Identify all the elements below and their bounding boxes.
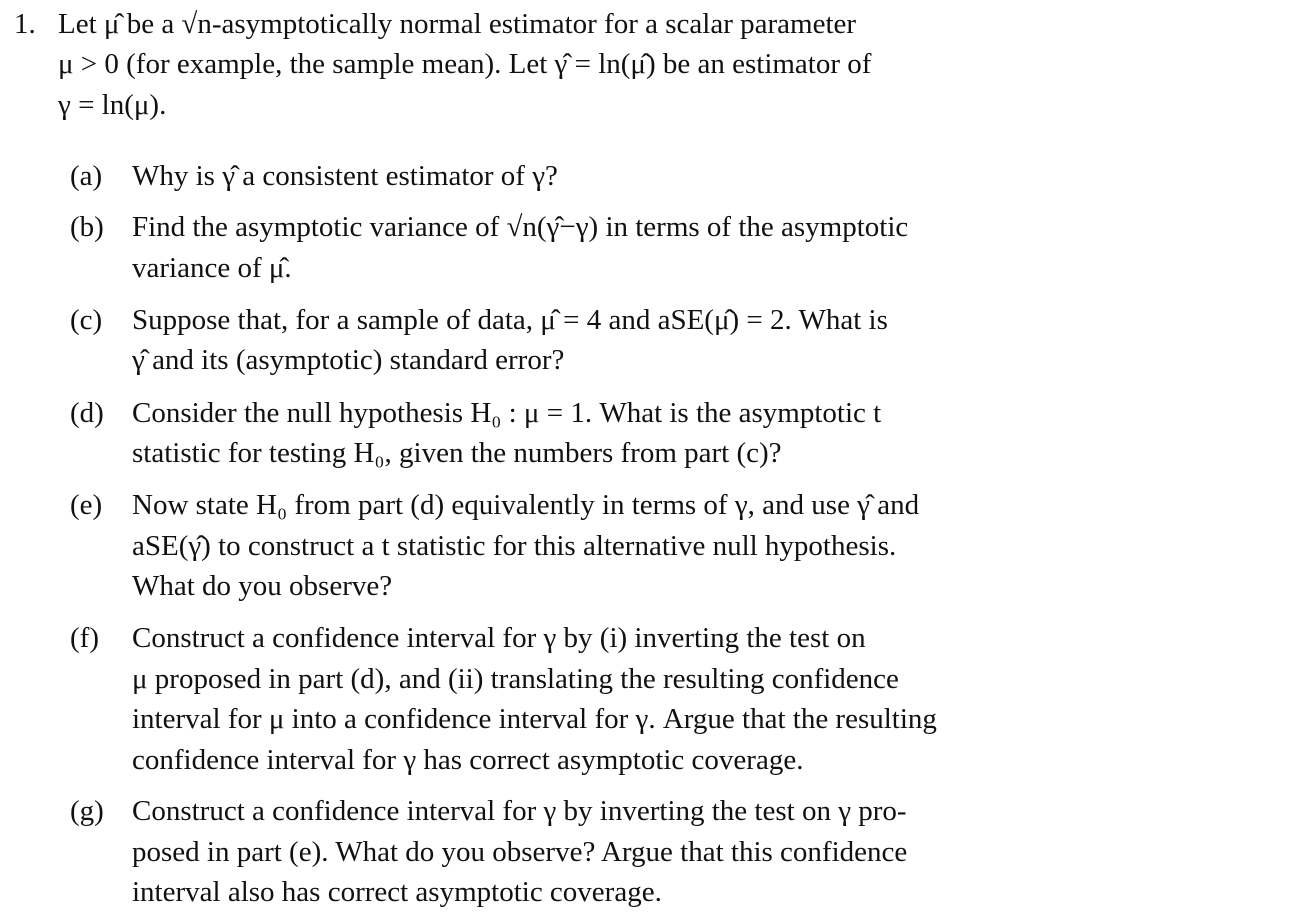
problem-number: 1. <box>14 8 36 40</box>
part-f-text: confidence interval for γ has correct asymptotic coverage. <box>132 744 804 776</box>
part-e-label: (e) <box>70 489 103 521</box>
part-g-text: Construct a confidence interval for γ by inverting the test on γ pro- <box>132 795 907 827</box>
part-b-text: Find the asymptotic variance of √n(γ̂−γ) in terms of the asymptotic <box>132 211 909 243</box>
part-e-text: aSE(γ̂) to construct a t statistic for this alternative null hypothesis. <box>132 530 897 562</box>
problem-statement-line: γ = ln(μ). <box>58 89 167 121</box>
problem-statement-line: μ > 0 (for example, the sample mean). Let γ̂ = ln(μ̂) be an estimator of <box>58 48 872 80</box>
part-d-text: Consider the null hypothesis H₀ : μ = 1. What is the asymptotic t <box>132 397 882 429</box>
part-g-label: (g) <box>70 795 104 827</box>
problem-statement-line: Let μ̂ be a √n-asymptotically normal estimator for a scalar parameter <box>58 8 857 40</box>
part-c-text: γ̂ and its (asymptotic) standard error? <box>132 344 565 376</box>
part-f-text: Construct a confidence interval for γ by (i) inverting the test on <box>132 622 866 654</box>
part-c-text: Suppose that, for a sample of data, μ̂ = 4 and aSE(μ̂) = 2. What is <box>132 304 888 336</box>
part-a-label: (a) <box>70 160 103 192</box>
part-e-text: Now state H₀ from part (d) equivalently in terms of γ, and use γ̂ and <box>132 489 920 521</box>
part-f-text: μ proposed in part (d), and (ii) translating the resulting confidence <box>132 663 899 695</box>
part-f-text: interval for μ into a confidence interval for γ. Argue that the resulting <box>132 703 937 735</box>
part-c-label: (c) <box>70 304 103 336</box>
part-e-text: What do you observe? <box>132 570 393 602</box>
part-b-label: (b) <box>70 211 104 243</box>
part-d-text: statistic for testing H₀, given the numbers from part (c)? <box>132 437 782 469</box>
part-d-label: (d) <box>70 397 104 429</box>
part-a-text: Why is γ̂ a consistent estimator of γ? <box>132 160 558 192</box>
part-g-text: posed in part (e). What do you observe? Argue that this confidence <box>132 836 908 868</box>
part-g-text: interval also has correct asymptotic coverage. <box>132 876 662 908</box>
part-b-text: variance of μ̂. <box>132 252 292 284</box>
part-f-label: (f) <box>70 622 99 654</box>
